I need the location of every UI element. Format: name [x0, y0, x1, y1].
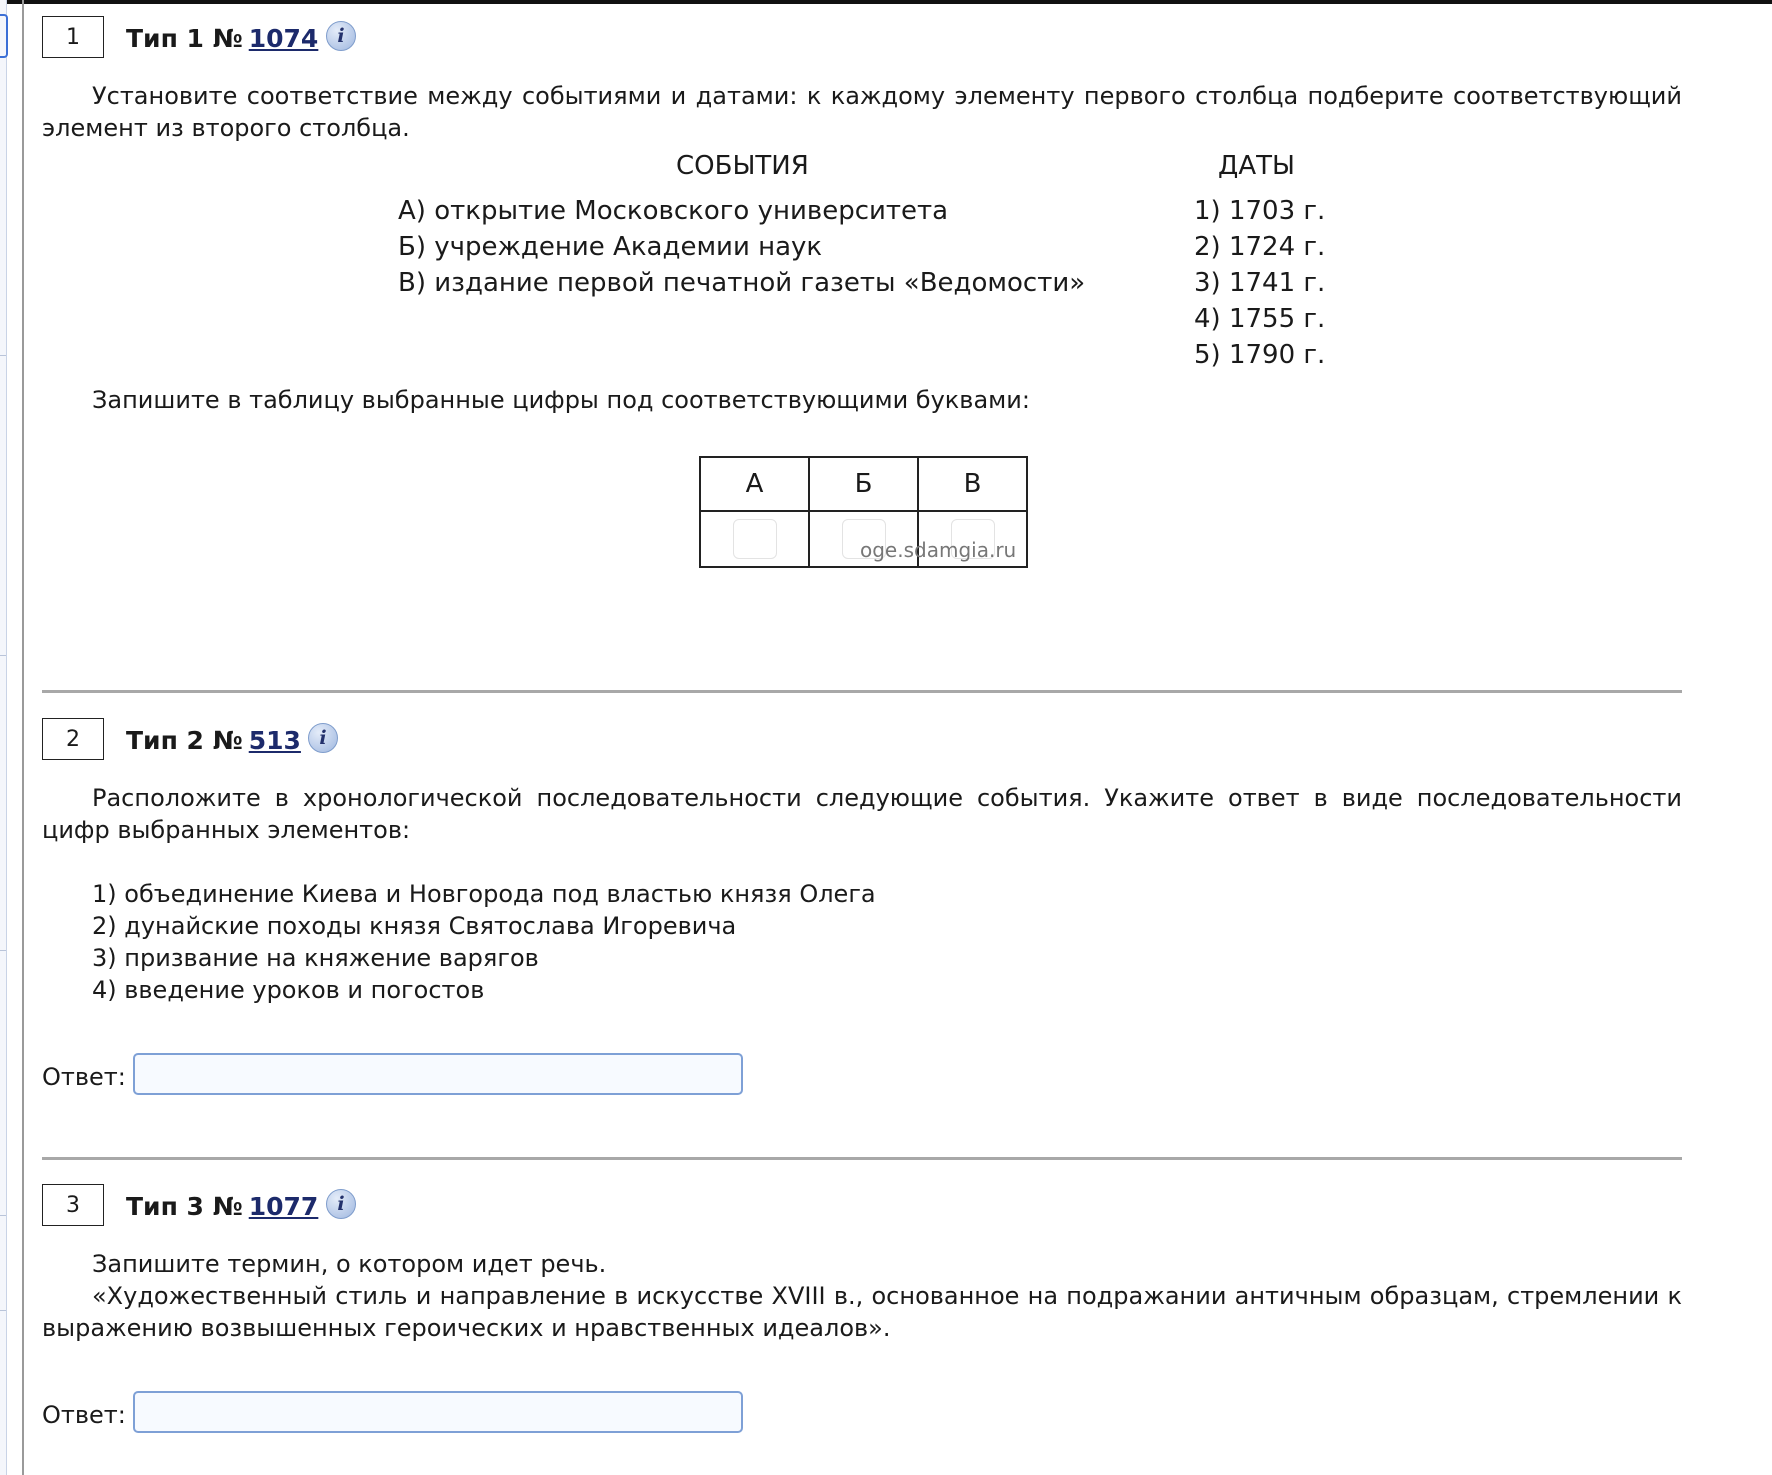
type-label: Тип 2 №	[126, 726, 243, 755]
events-column-header: СОБЫТИЯ	[676, 151, 809, 181]
answer-input[interactable]	[133, 1053, 743, 1095]
type-label: Тип 1 №	[126, 24, 243, 53]
problem-header	[42, 1184, 1682, 1230]
problem-number: 3	[42, 1184, 104, 1226]
answer-label: Ответ:	[42, 1063, 126, 1091]
item-list	[42, 878, 1682, 1006]
problem-3	[42, 1184, 1682, 1384]
table-header-a: А	[700, 457, 809, 511]
date-item: 1) 1703 г.	[1194, 196, 1326, 226]
problem-text: Расположите в хронологической последовательности следующие события. Укажите ответ в виде последовательности цифр выбранных элементов:	[42, 784, 1682, 844]
problem-title	[126, 24, 318, 53]
problem-text: «Художественный стиль и направление в искусстве XVIII в., основанное на подражании античным образцам, стремлении к выражению возвышенных героических и нравственных идеалов».	[42, 1282, 1682, 1342]
answer-label: Ответ:	[42, 1401, 126, 1429]
problem-header	[42, 718, 1682, 764]
info-icon[interactable]: i	[326, 21, 356, 51]
problem-id-link[interactable]: 513	[248, 726, 301, 755]
watermark: oge.sdamgia.ru	[860, 538, 1017, 562]
table-header-b: Б	[809, 457, 918, 511]
date-item: 4) 1755 г.	[1194, 304, 1326, 334]
table-cell-a	[700, 511, 809, 567]
top-border	[0, 0, 1772, 4]
date-item: 3) 1741 г.	[1194, 268, 1326, 298]
sidebar-notch	[0, 355, 6, 356]
dates-column-header: ДАТЫ	[1218, 151, 1295, 181]
section-divider	[42, 690, 1682, 693]
problem-instruction: Запишите термин, о котором идет речь.	[92, 1250, 607, 1278]
date-item: 2) 1724 г.	[1194, 232, 1326, 262]
table-instruction: Запишите в таблицу выбранные цифры под соответствующими буквами:	[92, 386, 1030, 414]
problem-id-link[interactable]: 1074	[248, 24, 319, 53]
list-item: 3) призвание на княжение варягов	[92, 944, 539, 972]
problem-number: 2	[42, 718, 104, 760]
problem-text: Установите соответствие между событиями и датами: к каждому элементу первого столбца подберите соответствующий элемент из второго столбца.	[42, 82, 1682, 142]
sidebar-tab[interactable]	[0, 14, 8, 58]
problem-title	[126, 1192, 318, 1221]
problem-number: 1	[42, 16, 104, 58]
sidebar-notch	[0, 1215, 6, 1216]
table-header-v: В	[918, 457, 1027, 511]
date-item: 5) 1790 г.	[1194, 340, 1326, 370]
problem-id-link[interactable]: 1077	[248, 1192, 319, 1221]
type-label: Тип 3 №	[126, 1192, 243, 1221]
event-item: А) открытие Московского университета	[398, 196, 949, 226]
sidebar-notch	[0, 1310, 6, 1311]
info-icon[interactable]: i	[308, 723, 338, 753]
sidebar-notch	[0, 950, 6, 951]
problem-title	[126, 726, 301, 755]
list-item: 4) введение уроков и погостов	[92, 976, 485, 1004]
sidebar-notch	[0, 655, 6, 656]
problem-header	[42, 16, 1682, 62]
event-item: Б) учреждение Академии наук	[398, 232, 823, 262]
content-left-rule	[22, 0, 24, 1475]
event-item: В) издание первой печатной газеты «Ведомости»	[398, 268, 1086, 298]
section-divider	[42, 1157, 1682, 1160]
list-item: 2) дунайские походы князя Святослава Игоревича	[92, 912, 737, 940]
info-icon[interactable]: i	[326, 1189, 356, 1219]
answer-cell-input-a[interactable]	[733, 519, 777, 559]
answer-input[interactable]	[133, 1391, 743, 1433]
list-item: 1) объединение Киева и Новгорода под властью князя Олега	[92, 880, 876, 908]
sidebar-edge	[0, 0, 7, 1475]
problem-1	[42, 16, 1682, 576]
